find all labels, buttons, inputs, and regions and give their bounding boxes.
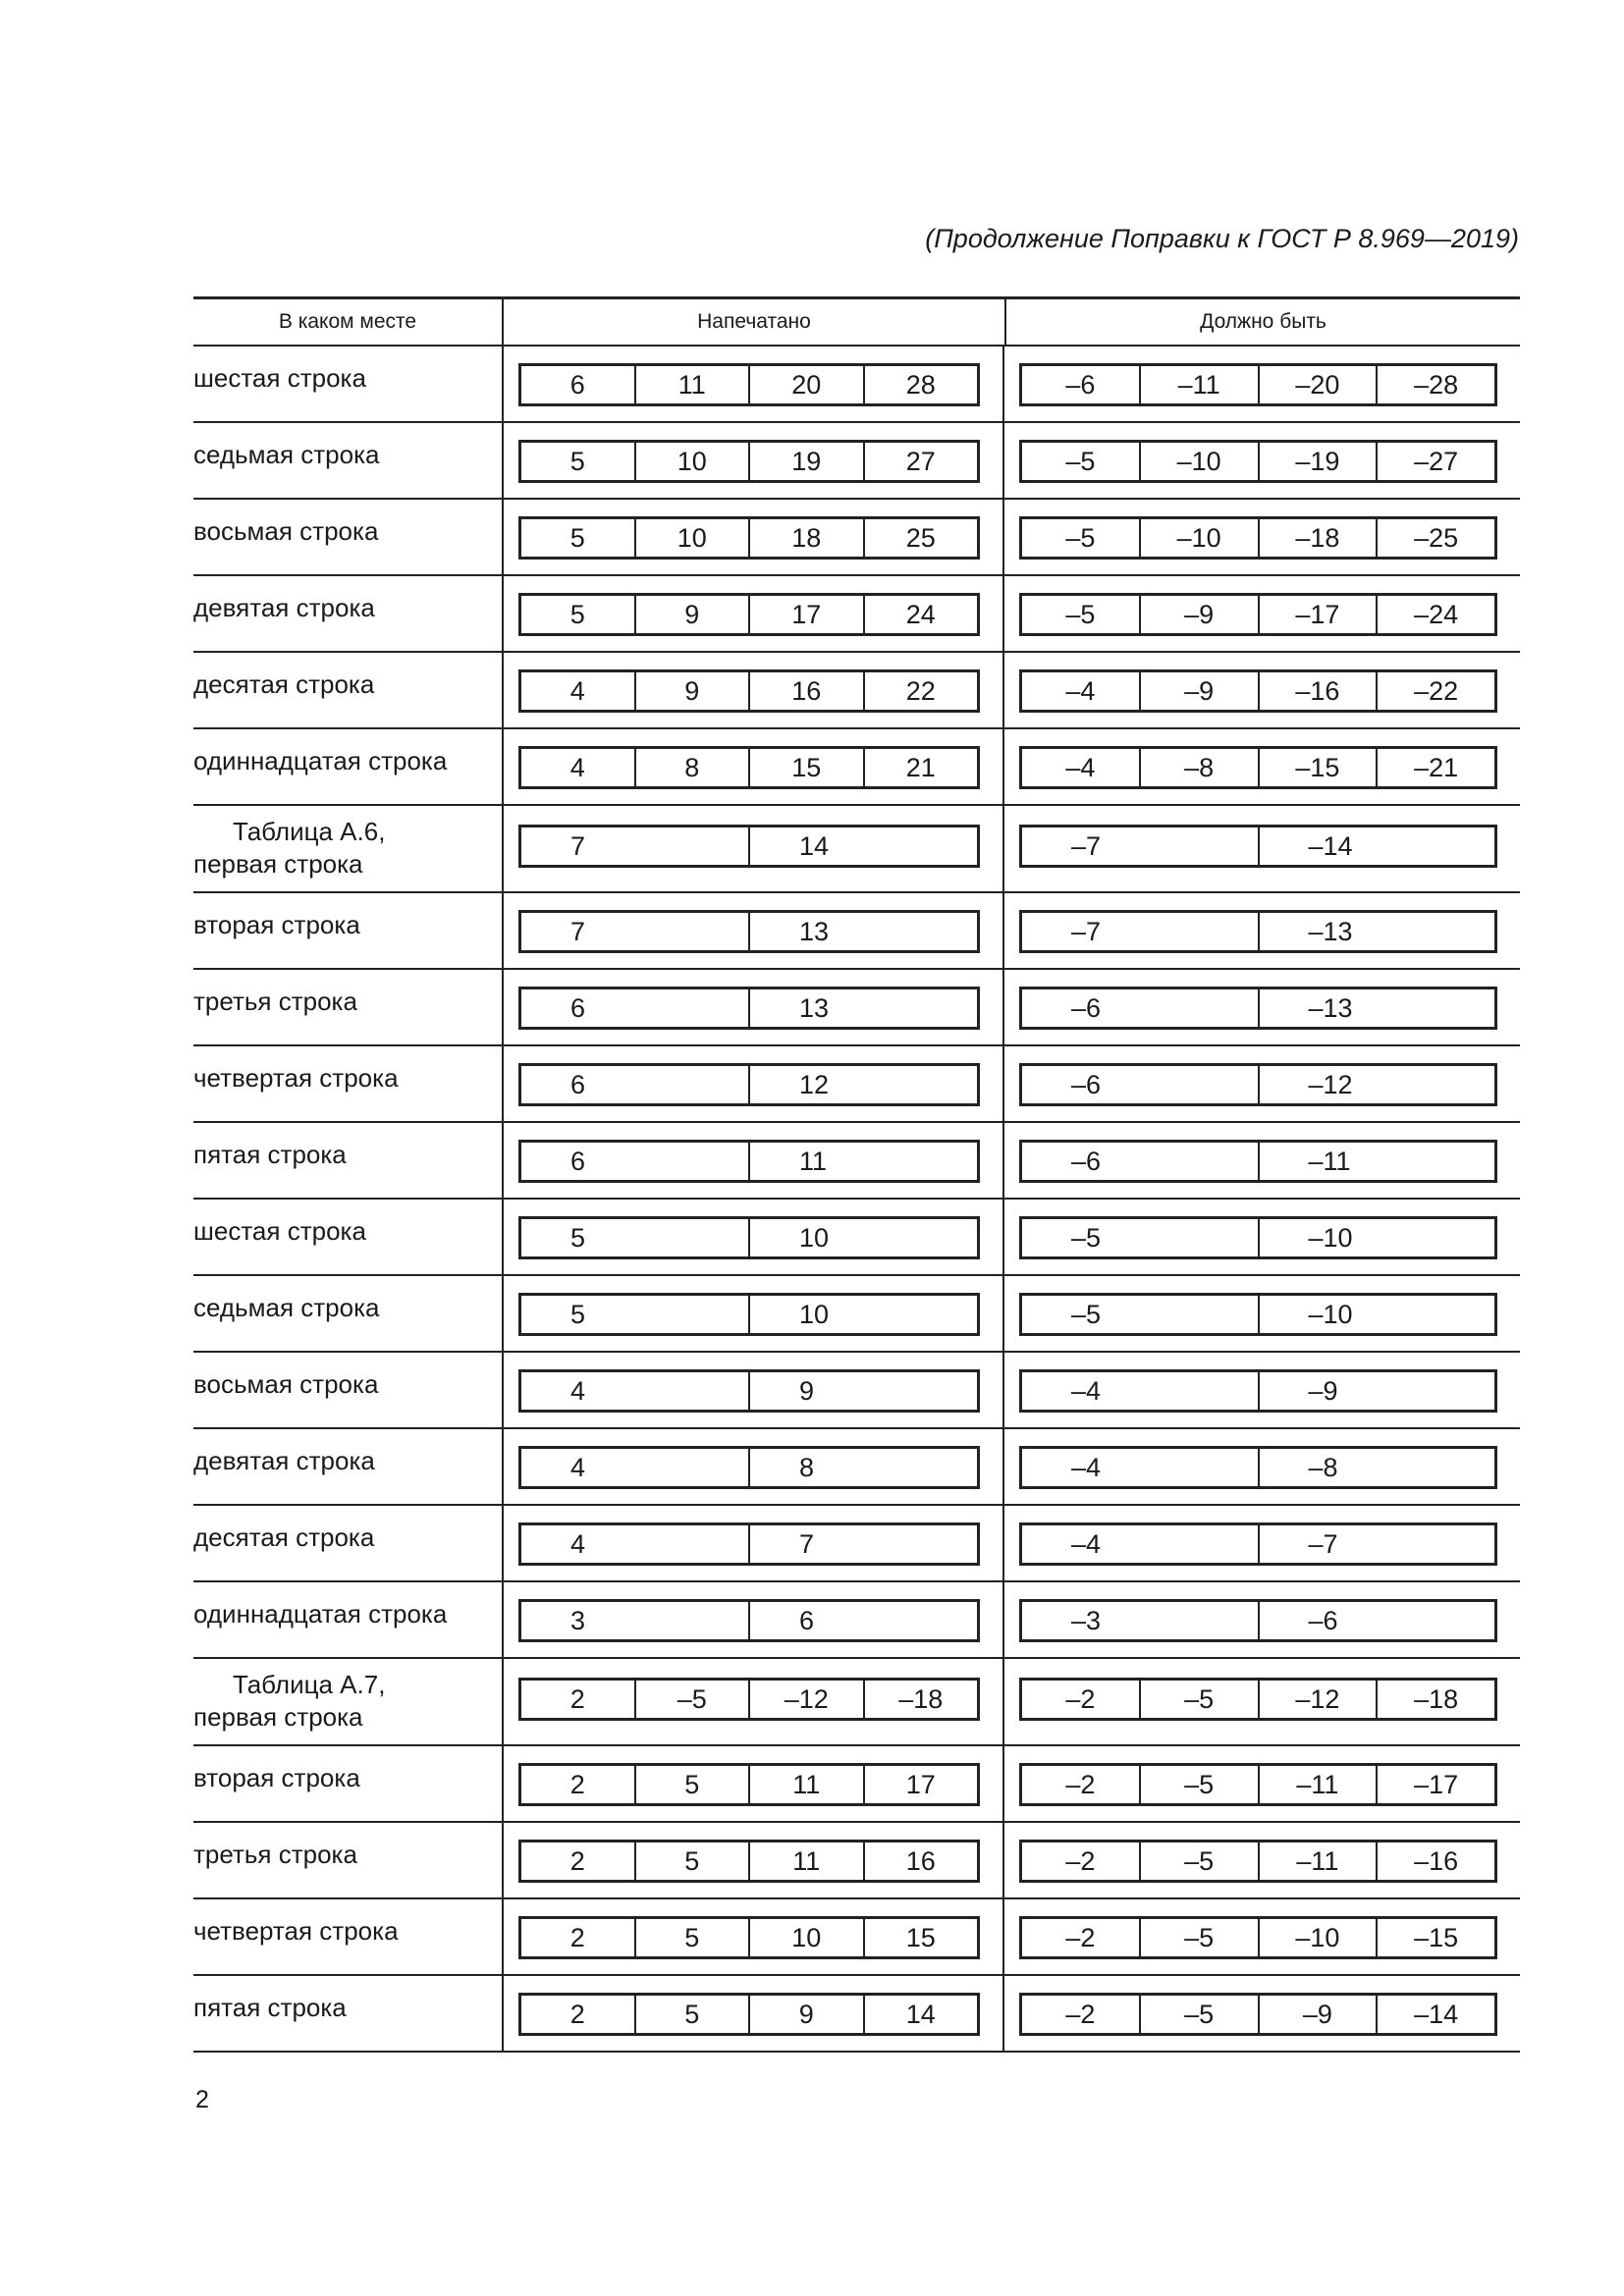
correct-column-cell bbox=[1002, 423, 1520, 498]
printed-value-cell: 15 bbox=[863, 1919, 978, 1956]
row-location bbox=[193, 347, 502, 421]
table-row bbox=[193, 1746, 1520, 1823]
printed-column-cell bbox=[502, 729, 1002, 804]
correct-value-cell: –2 bbox=[1065, 1999, 1096, 2029]
printed-value-cell: 18 bbox=[748, 519, 863, 557]
table-row bbox=[193, 893, 1520, 970]
printed-value-cell: 3 bbox=[570, 1605, 586, 1635]
correct-value-cell: –2 bbox=[1065, 1845, 1096, 1876]
correct-value-cell: –7 bbox=[1071, 916, 1102, 946]
correct-value-cell: –28 bbox=[1376, 366, 1494, 403]
correct-column-cell bbox=[1002, 893, 1520, 968]
correct-value-cell: –6 bbox=[1071, 992, 1102, 1023]
printed-value-cell: 2 bbox=[569, 1769, 585, 1799]
correct-value-cell: –10 bbox=[1258, 1919, 1377, 1956]
column-header-printed: Напечатано bbox=[502, 299, 1004, 345]
correct-values-box bbox=[1019, 593, 1497, 636]
printed-value-cell: –18 bbox=[863, 1681, 978, 1718]
printed-value-cell: 7 bbox=[570, 830, 586, 861]
row-location-line: девятая строка bbox=[193, 593, 375, 622]
table-body bbox=[193, 347, 1520, 2053]
printed-values-box bbox=[518, 1678, 980, 1721]
correct-value-cell: –4 bbox=[1071, 1452, 1102, 1482]
correct-values-box bbox=[1019, 1063, 1497, 1106]
correct-value-cell: –3 bbox=[1071, 1605, 1102, 1635]
printed-values-box bbox=[518, 440, 980, 483]
correct-value-cell: –9 bbox=[1139, 672, 1258, 710]
printed-value-cell: 14 bbox=[748, 828, 977, 865]
printed-column-cell bbox=[502, 970, 1002, 1044]
printed-value-cell: 25 bbox=[863, 519, 978, 557]
correct-values-box bbox=[1019, 669, 1497, 713]
printed-value-cell: 13 bbox=[748, 913, 977, 950]
printed-column-cell bbox=[502, 347, 1002, 421]
table-row bbox=[193, 347, 1520, 423]
correct-value-cell: –9 bbox=[1258, 1372, 1495, 1410]
correct-value-cell: –6 bbox=[1065, 369, 1096, 400]
correct-value-cell: –8 bbox=[1139, 749, 1258, 786]
correct-column-cell bbox=[1002, 1659, 1520, 1744]
correct-value-cell: –6 bbox=[1258, 1602, 1495, 1639]
correct-value-cell: –4 bbox=[1071, 1375, 1102, 1406]
table-row bbox=[193, 1899, 1520, 1976]
printed-values-box bbox=[518, 1916, 980, 1959]
row-location bbox=[193, 1353, 502, 1427]
correct-column-cell bbox=[1002, 1899, 1520, 1974]
correct-column-cell bbox=[1002, 970, 1520, 1044]
printed-values-box bbox=[518, 746, 980, 789]
printed-value-cell: 6 bbox=[570, 1069, 586, 1099]
printed-value-cell: 11 bbox=[748, 1842, 863, 1880]
continuation-header: (Продолжение Поправки к ГОСТ Р 8.969—2019) bbox=[925, 224, 1519, 253]
row-location bbox=[193, 1823, 502, 1897]
printed-value-cell: 9 bbox=[634, 596, 749, 633]
printed-values-box bbox=[518, 1369, 980, 1413]
correct-value-cell: –24 bbox=[1376, 596, 1494, 633]
table-row bbox=[193, 1046, 1520, 1123]
printed-column-cell bbox=[502, 893, 1002, 968]
printed-values-box bbox=[518, 593, 980, 636]
row-location-line: четвертая строка bbox=[193, 1063, 399, 1093]
printed-column-cell bbox=[502, 1200, 1002, 1274]
correct-column-cell bbox=[1002, 1429, 1520, 1504]
correct-value-cell: –5 bbox=[1139, 1996, 1258, 2033]
correct-values-box bbox=[1019, 1599, 1497, 1642]
printed-value-cell: 5 bbox=[634, 1996, 749, 2033]
table-row bbox=[193, 1123, 1520, 1200]
printed-value-cell: 5 bbox=[570, 1299, 586, 1329]
printed-column-cell bbox=[502, 500, 1002, 574]
row-location-line: восьмая строка bbox=[193, 1369, 379, 1399]
correct-value-cell: –5 bbox=[1071, 1222, 1102, 1253]
correct-column-cell bbox=[1002, 1746, 1520, 1821]
correct-value-cell: –5 bbox=[1139, 1919, 1258, 1956]
correct-value-cell: –11 bbox=[1258, 1766, 1377, 1803]
row-location bbox=[193, 423, 502, 498]
correct-column-cell bbox=[1002, 1200, 1520, 1274]
row-location-line: первая строка bbox=[193, 1702, 363, 1732]
correct-value-cell: –10 bbox=[1258, 1296, 1495, 1333]
correct-values-box bbox=[1019, 1763, 1497, 1806]
printed-value-cell: 4 bbox=[570, 1375, 586, 1406]
correct-value-cell: –22 bbox=[1376, 672, 1494, 710]
correct-value-cell: –14 bbox=[1376, 1996, 1494, 2033]
printed-value-cell: 28 bbox=[863, 366, 978, 403]
printed-value-cell: 9 bbox=[748, 1372, 977, 1410]
printed-values-box bbox=[518, 1522, 980, 1566]
table-row bbox=[193, 1506, 1520, 1582]
printed-values-box bbox=[518, 1840, 980, 1883]
printed-value-cell: 9 bbox=[634, 672, 749, 710]
row-location-line: одиннадцатая строка bbox=[193, 746, 448, 775]
row-location bbox=[193, 1899, 502, 1974]
row-location-line: вторая строка bbox=[193, 910, 360, 939]
row-location bbox=[193, 1200, 502, 1274]
correct-value-cell: –6 bbox=[1071, 1146, 1102, 1176]
correct-values-box bbox=[1019, 1840, 1497, 1883]
printed-column-cell bbox=[502, 1353, 1002, 1427]
correct-value-cell: –13 bbox=[1258, 989, 1495, 1027]
correct-values-box bbox=[1019, 1216, 1497, 1259]
page-number: 2 bbox=[195, 2086, 209, 2113]
row-location-line: шестая строка bbox=[193, 363, 366, 393]
correct-values-box bbox=[1019, 1446, 1497, 1489]
row-location-line: Таблица А.7, bbox=[233, 1670, 386, 1699]
correct-value-cell: –2 bbox=[1065, 1769, 1096, 1799]
correct-value-cell: –9 bbox=[1258, 1996, 1377, 2033]
correct-column-cell bbox=[1002, 500, 1520, 574]
printed-values-box bbox=[518, 1993, 980, 2036]
table-row bbox=[193, 500, 1520, 576]
table-row bbox=[193, 1200, 1520, 1276]
printed-values-box bbox=[518, 1446, 980, 1489]
printed-value-cell: 6 bbox=[748, 1602, 977, 1639]
correct-value-cell: –11 bbox=[1258, 1842, 1377, 1880]
row-location bbox=[193, 1276, 502, 1351]
printed-value-cell: 4 bbox=[570, 1528, 586, 1559]
correct-value-cell: –19 bbox=[1258, 443, 1377, 480]
printed-values-box bbox=[518, 1063, 980, 1106]
correct-value-cell: –5 bbox=[1065, 599, 1096, 629]
row-location bbox=[193, 893, 502, 968]
correct-values-box bbox=[1019, 987, 1497, 1030]
table-row bbox=[193, 1353, 1520, 1429]
row-location-line: десятая строка bbox=[193, 669, 375, 699]
printed-value-cell: 5 bbox=[634, 1766, 749, 1803]
printed-value-cell: 17 bbox=[863, 1766, 978, 1803]
correct-values-box bbox=[1019, 746, 1497, 789]
row-location-line: пятая строка bbox=[193, 1140, 347, 1169]
printed-values-box bbox=[518, 1293, 980, 1336]
row-location-line: одиннадцатая строка bbox=[193, 1599, 448, 1629]
correct-values-box bbox=[1019, 825, 1497, 868]
correct-values-box bbox=[1019, 1993, 1497, 2036]
printed-value-cell: 4 bbox=[570, 1452, 586, 1482]
correct-values-box bbox=[1019, 910, 1497, 953]
row-location-line: Таблица А.6, bbox=[233, 817, 386, 846]
correct-value-cell: –13 bbox=[1258, 913, 1495, 950]
correct-value-cell: –9 bbox=[1139, 596, 1258, 633]
row-location-line: восьмая строка bbox=[193, 516, 379, 546]
printed-value-cell: 20 bbox=[748, 366, 863, 403]
row-location-line: пятая строка bbox=[193, 1993, 347, 2022]
printed-value-cell: 5 bbox=[634, 1919, 749, 1956]
row-location bbox=[193, 729, 502, 804]
printed-value-cell: 2 bbox=[569, 1683, 585, 1714]
row-location bbox=[193, 1976, 502, 2051]
table-row bbox=[193, 576, 1520, 653]
printed-value-cell: 15 bbox=[748, 749, 863, 786]
table-row bbox=[193, 1659, 1520, 1746]
printed-value-cell: 10 bbox=[634, 519, 749, 557]
table-row bbox=[193, 729, 1520, 806]
row-location bbox=[193, 1659, 502, 1744]
printed-column-cell bbox=[502, 576, 1002, 651]
table-row bbox=[193, 1582, 1520, 1659]
printed-value-cell: 21 bbox=[863, 749, 978, 786]
correct-value-cell: –18 bbox=[1376, 1681, 1494, 1718]
row-location-line: вторая строка bbox=[193, 1763, 360, 1792]
printed-value-cell: 27 bbox=[863, 443, 978, 480]
printed-values-box bbox=[518, 910, 980, 953]
printed-value-cell: 5 bbox=[569, 446, 585, 476]
correct-value-cell: –6 bbox=[1071, 1069, 1102, 1099]
printed-value-cell: 6 bbox=[570, 992, 586, 1023]
printed-value-cell: 2 bbox=[569, 1922, 585, 1952]
printed-value-cell: 14 bbox=[863, 1996, 978, 2033]
table-row bbox=[193, 970, 1520, 1046]
correct-value-cell: –5 bbox=[1071, 1299, 1102, 1329]
correct-column-cell bbox=[1002, 1046, 1520, 1121]
printed-value-cell: 17 bbox=[748, 596, 863, 633]
printed-value-cell: 13 bbox=[748, 989, 977, 1027]
row-location bbox=[193, 576, 502, 651]
correct-value-cell: –12 bbox=[1258, 1681, 1377, 1718]
printed-value-cell: 4 bbox=[569, 752, 585, 782]
correct-value-cell: –16 bbox=[1376, 1842, 1494, 1880]
table-row bbox=[193, 1276, 1520, 1353]
printed-value-cell: 11 bbox=[748, 1766, 863, 1803]
row-location-line: девятая строка bbox=[193, 1446, 375, 1475]
correct-values-box bbox=[1019, 363, 1497, 406]
correct-value-cell: –10 bbox=[1139, 443, 1258, 480]
correct-column-cell bbox=[1002, 729, 1520, 804]
correct-column-cell bbox=[1002, 806, 1520, 891]
row-location-line: седьмая строка bbox=[193, 440, 380, 469]
table-row bbox=[193, 806, 1520, 893]
correct-value-cell: –4 bbox=[1065, 675, 1096, 706]
row-location-line: третья строка bbox=[193, 1840, 357, 1869]
printed-value-cell: 5 bbox=[569, 522, 585, 553]
printed-value-cell: 11 bbox=[748, 1143, 977, 1180]
printed-value-cell: 7 bbox=[748, 1525, 977, 1563]
printed-value-cell: 10 bbox=[748, 1296, 977, 1333]
correct-value-cell: –12 bbox=[1258, 1066, 1495, 1103]
correct-value-cell: –2 bbox=[1065, 1683, 1096, 1714]
table-row bbox=[193, 423, 1520, 500]
correct-value-cell: –5 bbox=[1139, 1842, 1258, 1880]
correct-value-cell: –11 bbox=[1139, 366, 1258, 403]
printed-value-cell: –5 bbox=[634, 1681, 749, 1718]
correct-values-box bbox=[1019, 1678, 1497, 1721]
correct-values-box bbox=[1019, 516, 1497, 560]
correct-value-cell: –14 bbox=[1258, 828, 1495, 865]
printed-value-cell: 22 bbox=[863, 672, 978, 710]
correct-values-box bbox=[1019, 1140, 1497, 1183]
printed-value-cell: 16 bbox=[863, 1842, 978, 1880]
row-location-line: десятая строка bbox=[193, 1522, 375, 1552]
column-header-correct: Должно быть bbox=[1004, 299, 1520, 345]
printed-value-cell: 8 bbox=[634, 749, 749, 786]
printed-column-cell bbox=[502, 1582, 1002, 1657]
correct-value-cell: –21 bbox=[1376, 749, 1494, 786]
table-row bbox=[193, 653, 1520, 729]
printed-value-cell: 16 bbox=[748, 672, 863, 710]
column-header-location: В каком месте bbox=[278, 310, 417, 333]
row-location bbox=[193, 970, 502, 1044]
errata-table bbox=[193, 296, 1520, 2053]
row-location-line: шестая строка bbox=[193, 1216, 366, 1246]
row-location bbox=[193, 1429, 502, 1504]
printed-value-cell: 8 bbox=[748, 1449, 977, 1486]
printed-value-cell: 10 bbox=[748, 1219, 977, 1256]
table-row bbox=[193, 1823, 1520, 1899]
correct-value-cell: –7 bbox=[1258, 1525, 1495, 1563]
table-header-row bbox=[193, 296, 1520, 347]
correct-values-box bbox=[1019, 1916, 1497, 1959]
row-location bbox=[193, 1582, 502, 1657]
printed-value-cell: 5 bbox=[569, 599, 585, 629]
printed-column-cell bbox=[502, 1046, 1002, 1121]
correct-value-cell: –10 bbox=[1258, 1219, 1495, 1256]
correct-value-cell: –10 bbox=[1139, 519, 1258, 557]
printed-values-box bbox=[518, 516, 980, 560]
printed-column-cell bbox=[502, 1823, 1002, 1897]
printed-values-box bbox=[518, 1599, 980, 1642]
correct-column-cell bbox=[1002, 1353, 1520, 1427]
correct-value-cell: –5 bbox=[1139, 1681, 1258, 1718]
printed-column-cell bbox=[502, 1746, 1002, 1821]
row-location bbox=[193, 1123, 502, 1198]
correct-value-cell: –5 bbox=[1065, 446, 1096, 476]
correct-value-cell: –15 bbox=[1376, 1919, 1494, 1956]
correct-column-cell bbox=[1002, 1506, 1520, 1580]
printed-value-cell: 10 bbox=[748, 1919, 863, 1956]
correct-column-cell bbox=[1002, 1823, 1520, 1897]
printed-value-cell: 5 bbox=[634, 1842, 749, 1880]
printed-values-box bbox=[518, 1763, 980, 1806]
correct-column-cell bbox=[1002, 1582, 1520, 1657]
printed-column-cell bbox=[502, 423, 1002, 498]
correct-value-cell: –17 bbox=[1258, 596, 1377, 633]
correct-value-cell: –25 bbox=[1376, 519, 1494, 557]
printed-value-cell: –12 bbox=[748, 1681, 863, 1718]
printed-value-cell: 11 bbox=[634, 366, 749, 403]
printed-values-box bbox=[518, 987, 980, 1030]
printed-column-cell bbox=[502, 1976, 1002, 2051]
correct-column-cell bbox=[1002, 576, 1520, 651]
correct-column-cell bbox=[1002, 653, 1520, 727]
correct-value-cell: –27 bbox=[1376, 443, 1494, 480]
printed-values-box bbox=[518, 1216, 980, 1259]
row-location-line: первая строка bbox=[193, 849, 363, 879]
table-row bbox=[193, 1429, 1520, 1506]
table-row bbox=[193, 1976, 1520, 2053]
row-location bbox=[193, 1506, 502, 1580]
correct-value-cell: –2 bbox=[1065, 1922, 1096, 1952]
correct-value-cell: –20 bbox=[1258, 366, 1377, 403]
printed-value-cell: 2 bbox=[569, 1999, 585, 2029]
printed-column-cell bbox=[502, 653, 1002, 727]
printed-value-cell: 5 bbox=[570, 1222, 586, 1253]
correct-value-cell: –16 bbox=[1258, 672, 1377, 710]
printed-value-cell: 9 bbox=[748, 1996, 863, 2033]
row-location bbox=[193, 653, 502, 727]
row-location bbox=[193, 806, 502, 891]
correct-values-box bbox=[1019, 1522, 1497, 1566]
correct-value-cell: –7 bbox=[1071, 830, 1102, 861]
correct-value-cell: –5 bbox=[1065, 522, 1096, 553]
row-location bbox=[193, 1746, 502, 1821]
printed-value-cell: 12 bbox=[748, 1066, 977, 1103]
correct-value-cell: –18 bbox=[1258, 519, 1377, 557]
correct-value-cell: –8 bbox=[1258, 1449, 1495, 1486]
printed-value-cell: 6 bbox=[570, 1146, 586, 1176]
correct-values-box bbox=[1019, 1369, 1497, 1413]
correct-column-cell bbox=[1002, 1123, 1520, 1198]
printed-values-box bbox=[518, 1140, 980, 1183]
printed-values-box bbox=[518, 825, 980, 868]
printed-column-cell bbox=[502, 806, 1002, 891]
printed-value-cell: 7 bbox=[570, 916, 586, 946]
row-location-line: седьмая строка bbox=[193, 1293, 380, 1322]
correct-value-cell: –11 bbox=[1258, 1143, 1495, 1180]
printed-column-cell bbox=[502, 1899, 1002, 1974]
printed-values-box bbox=[518, 363, 980, 406]
row-location bbox=[193, 1046, 502, 1121]
correct-column-cell bbox=[1002, 1976, 1520, 2051]
printed-column-cell bbox=[502, 1429, 1002, 1504]
printed-value-cell: 24 bbox=[863, 596, 978, 633]
printed-value-cell: 19 bbox=[748, 443, 863, 480]
printed-value-cell: 4 bbox=[569, 675, 585, 706]
correct-value-cell: –4 bbox=[1065, 752, 1096, 782]
row-location bbox=[193, 500, 502, 574]
printed-value-cell: 2 bbox=[569, 1845, 585, 1876]
correct-value-cell: –4 bbox=[1071, 1528, 1102, 1559]
printed-values-box bbox=[518, 669, 980, 713]
correct-value-cell: –15 bbox=[1258, 749, 1377, 786]
row-location-line: четвертая строка bbox=[193, 1916, 399, 1946]
printed-column-cell bbox=[502, 1276, 1002, 1351]
correct-value-cell: –17 bbox=[1376, 1766, 1494, 1803]
correct-column-cell bbox=[1002, 347, 1520, 421]
printed-value-cell: 6 bbox=[569, 369, 585, 400]
correct-column-cell bbox=[1002, 1276, 1520, 1351]
correct-values-box bbox=[1019, 1293, 1497, 1336]
printed-column-cell bbox=[502, 1506, 1002, 1580]
correct-values-box bbox=[1019, 440, 1497, 483]
printed-column-cell bbox=[502, 1659, 1002, 1744]
printed-value-cell: 10 bbox=[634, 443, 749, 480]
correct-value-cell: –5 bbox=[1139, 1766, 1258, 1803]
printed-column-cell bbox=[502, 1123, 1002, 1198]
row-location-line: третья строка bbox=[193, 987, 357, 1016]
